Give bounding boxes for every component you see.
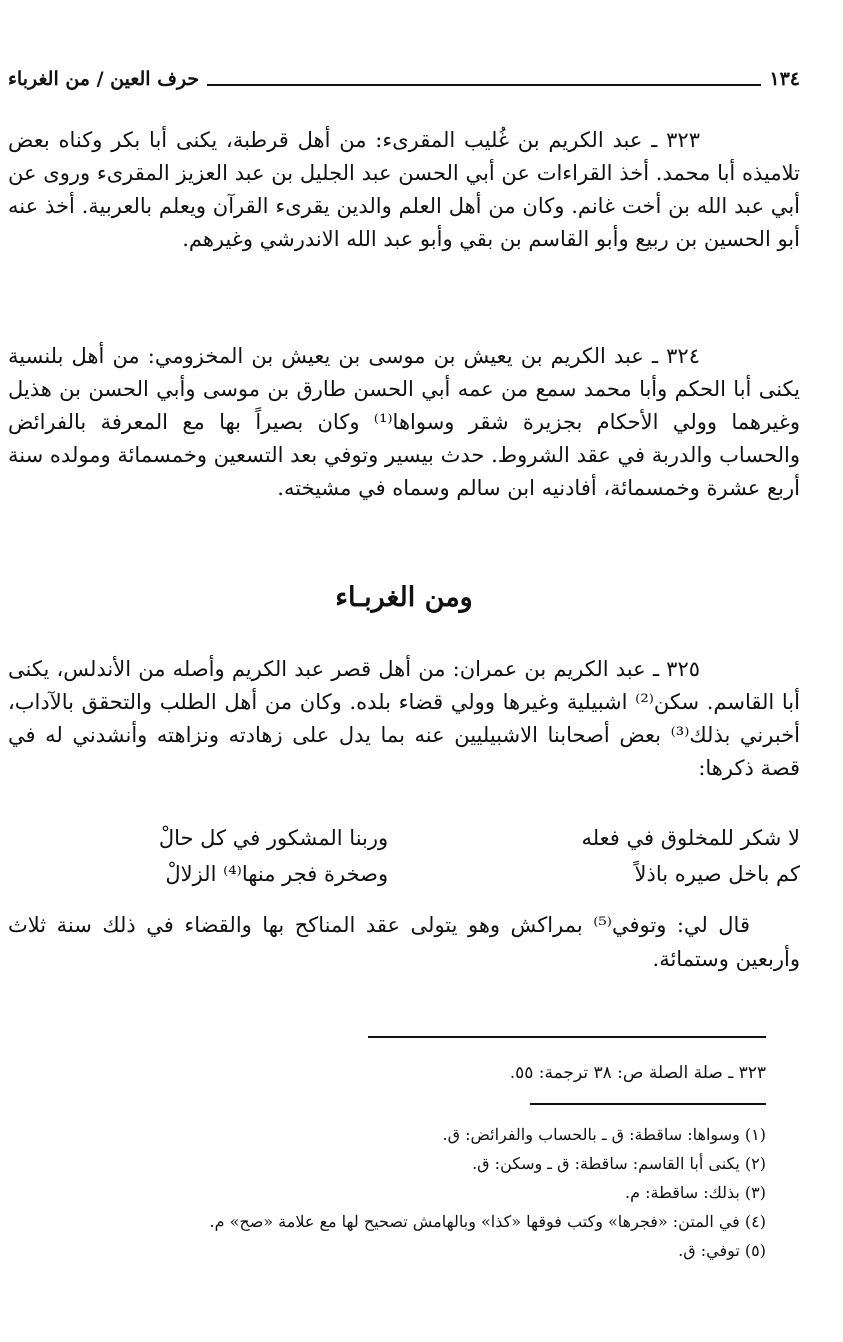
- poem-second-hemistich: وصخرة فجر منها⁽⁴⁾ الزلالْ: [165, 862, 389, 886]
- source-note: ٣٢٣ ـ صلة الصلة ص: ٣٨ ترجمة: ٥٥.: [509, 1063, 766, 1083]
- poem-first-hemistich: كم باخل صيره باذلاً: [634, 862, 800, 886]
- running-header: [8, 64, 800, 94]
- entry-324: [8, 340, 800, 505]
- running-title: حرف العين / من الغرباء: [8, 68, 200, 90]
- poem-second-hemistich: وربنا المشكور في كل حالْ: [158, 826, 389, 850]
- footnote: (٢) يكنى أبا القاسم: ساقطة: ق ـ وسكن: ق.: [472, 1154, 766, 1173]
- section-heading: ومن الغربـاء: [335, 582, 473, 613]
- poem: [8, 820, 800, 892]
- poem-line: [8, 856, 800, 892]
- header-rule: [207, 84, 761, 86]
- footnotes: [26, 1120, 766, 1265]
- footnote: (٣) بذلك: ساقطة: م.: [625, 1183, 766, 1202]
- footnote: (٥) توفي: ق.: [678, 1241, 766, 1260]
- entry-text: ٣٢٤ ـ عبد الكريم بن يعيش بن موسى بن يعيش بن المخزومي: من أهل بلنسية يكنى أبا الحكم وأبا محمد سمع من عمه أبي الحسن طارق بن موسى وأبي الحسن بن هذيل وغيرهما وولي الأحكام بجزيرة شقر وسواها⁽¹⁾ وكان بصيراً بها مع المعرفة بالفرائض والحساب والدربة في عقد الشروط. حدث بيسير وتوفي بعد التسعين وخمسمائة ومولده سنة أربع عشرة وخمسمائة، أفادنيه ابن سالم وسماه في مشيخته.: [8, 344, 800, 500]
- footnote: (١) وسواها: ساقطة: ق ـ بالحساب والفرائض: ق.: [442, 1125, 766, 1144]
- footnote-separator: [530, 1103, 766, 1105]
- poem-first-hemistich: لا شكر للمخلوق في فعله: [581, 826, 800, 850]
- footnote: (٤) في المتن: «فجرها» وكتب فوقها «كذا» وبالهامش تصحيح لها مع علامة «صح» م.: [209, 1212, 766, 1231]
- page-number: ١٣٤: [769, 68, 800, 90]
- entry-325: [8, 653, 800, 785]
- entry-325-continuation: قال لي: وتوفي⁽⁵⁾ بمراكش وهو يتولى عقد المناكح بها والقضاء في ذلك سنة ثلاث وأربعين وستمائة.: [8, 913, 800, 971]
- poem-line: [8, 820, 800, 856]
- footnote-separator: [368, 1036, 766, 1038]
- entry-323: [8, 124, 800, 256]
- entry-text: ٣٢٣ ـ عبد الكريم بن غُليب المقرىء: من أهل قرطبة، يكنى أبا بكر وكناه بعض تلاميذه أبا محمد. أخذ القراءات عن أبي الحسن عبد الجليل بن عبد العزيز المقرىء وروى عن أبي عبد الله بن أخت غانم. وكان من أهل العلم والدين يقرىء القرآن ويعلم بالعربية. أخذ عنه أبو الحسين بن ربيع وأبو القاسم بن بقي وأبو عبد الله الاندرشي وغيرهم.: [8, 128, 800, 251]
- entry-text: ٣٢٥ ـ عبد الكريم بن عمران: من أهل قصر عبد الكريم وأصله من الأندلس، يكنى أبا القاسم. سكن⁽²⁾ اشبيلية وغيرها وولي قضاء بلده. وكان من أهل الطلب والتحقق بالآداب، أخبرني بذلك⁽³⁾ بعض أصحابنا الاشبيليين عنه بما يدل على زهادته ونزاهته وأنشدني له في قصة ذكرها:: [8, 657, 801, 780]
